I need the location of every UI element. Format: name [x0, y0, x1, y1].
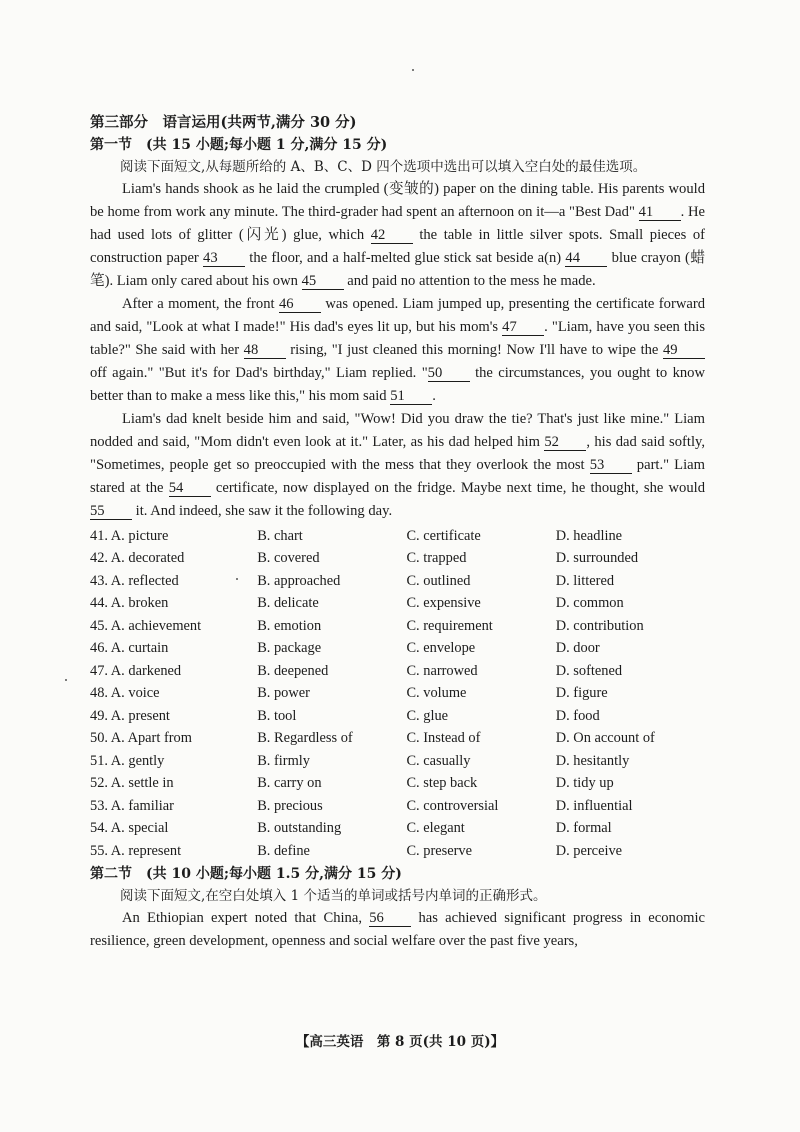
option-row-44 — [90, 593, 705, 616]
option-a: 41. A. picture — [90, 527, 169, 544]
option-a: 48. A. voice — [90, 685, 160, 702]
option-c: C. narrowed — [406, 662, 478, 679]
option-a: 43. A. reflected — [90, 572, 179, 589]
option-b: B. emotion — [257, 617, 322, 634]
option-row-45 — [90, 615, 705, 638]
option-b: B. approached — [257, 572, 341, 589]
speck — [412, 69, 414, 71]
exam-page — [90, 112, 705, 953]
section1-title: 第一节 (共 15 小题;每小题 1 分,满分 15 分) — [90, 137, 388, 153]
option-c: C. step back — [406, 775, 478, 792]
option-a: 52. A. settle in — [90, 775, 174, 792]
option-c: C. Instead of — [406, 730, 481, 747]
option-c: C. trapped — [406, 550, 467, 567]
option-d: D. figure — [555, 685, 608, 702]
option-b: B. deepened — [257, 662, 329, 679]
blank-47: 47 — [502, 319, 544, 336]
passage-paragraph-3: Liam's dad knelt beside him and said, "Wow! Did you draw the tie? That's just like mine." Liam nodded and said, "Mom didn't even look at it." Later, as his dad helped him 52 , his dad said softly, "Sometimes, people get so preoccupied with the mess that they overlook the most 53 part." Liam stared at the 54 certificate, now displayed on the fridge. Maybe next time, he thought, she would 55 it. And indeed, she saw it the following day. — [90, 411, 706, 519]
option-b: B. covered — [257, 550, 320, 567]
section2-paragraph-1: An Ethiopian expert noted that China, 56 has achieved significant progress in economic resilience, green development, openness and social welfare over the past five years, — [90, 909, 706, 949]
section2-title: 第二节 (共 10 小题;每小题 1.5 分,满分 15 分) — [90, 865, 402, 882]
option-b: B. carry on — [257, 775, 322, 792]
option-a: 55. A. represent — [90, 842, 182, 859]
option-d: D. food — [555, 707, 600, 724]
option-c: C. volume — [406, 685, 467, 702]
option-d: D. surrounded — [555, 550, 639, 567]
option-d: D. door — [555, 640, 600, 657]
blank-45: 45 — [302, 273, 344, 290]
blank-49: 49 — [663, 342, 705, 359]
page-footer: 【高三英语 第 8 页(共 10 页)】 — [295, 1034, 505, 1050]
option-row-51 — [90, 750, 705, 773]
option-c: C. casually — [406, 752, 471, 769]
passage-paragraph-1: Liam's hands shook as he laid the crumpled (变皱的) paper on the dining table. His parents would be home from work any minute. The third-grader had spent an afternoon on it—a "Best Dad" 41 . He had used lots of glitter (闪光) glue, which 42 the table in little silver spots. Small pieces of construction paper 43 the floor, and a half-melted glue stick sat beside a(n) 44 blue crayon (蜡笔). Liam only cared about his own 45 and paid no attention to the mess he made. — [90, 181, 706, 289]
blank-42: 42 — [371, 227, 413, 244]
blank-52: 52 — [544, 434, 586, 451]
blank-54: 54 — [169, 480, 211, 497]
option-d: D. headline — [555, 527, 623, 544]
option-row-50 — [90, 728, 705, 751]
option-b: B. delicate — [257, 595, 319, 612]
option-row-53 — [90, 795, 705, 818]
option-a: 50. A. Apart from — [90, 730, 192, 747]
option-row-55 — [90, 840, 705, 863]
option-a: 51. A. gently — [90, 752, 165, 769]
option-d: D. influential — [555, 797, 633, 814]
option-a: 46. A. curtain — [90, 640, 169, 657]
option-a: 47. A. darkened — [90, 662, 182, 679]
blank-55: 55 — [90, 503, 132, 520]
part-title: 第三部分 语言运用(共两节,满分 30 分) — [90, 114, 357, 131]
option-a: 49. A. present — [90, 707, 170, 724]
option-b: B. define — [257, 842, 310, 859]
option-row-54 — [90, 818, 705, 841]
option-c: C. glue — [406, 707, 449, 724]
blank-53: 53 — [590, 457, 632, 474]
option-row-47 — [90, 660, 705, 683]
option-row-52 — [90, 773, 705, 796]
section2-instruction: 阅读下面短文,在空白处填入 1 个适当的单词或括号内单词的正确形式。 — [120, 887, 547, 904]
option-row-46 — [90, 638, 705, 661]
option-b: B. Regardless of — [257, 730, 353, 747]
option-b: B. package — [257, 640, 322, 657]
passage-paragraph-2: After a moment, the front 46 was opened. Liam jumped up, presenting the certificate forward and said, "Look at what I made!" His dad's eyes lit up, but his mom's 47 . "Liam, have you seen this table?" She said with her 48 rising, "I just cleaned this morning! Now I'll have to wipe the 49 off again." "But it's for Dad's birthday," Liam replied. "50 the circumstances, you ought to know better than to make a mess like this," his mom said 51 . — [90, 296, 705, 404]
option-d: D. common — [555, 595, 624, 612]
option-b: B. power — [257, 685, 310, 702]
option-a: 42. A. decorated — [90, 550, 185, 567]
option-c: C. controversial — [406, 797, 499, 814]
option-d: D. On account of — [555, 730, 655, 747]
option-row-42 — [90, 548, 705, 571]
option-a: 53. A. familiar — [90, 797, 174, 814]
blank-44: 44 — [565, 250, 607, 267]
blank-50: 50 — [428, 365, 470, 382]
option-c: C. expensive — [406, 595, 481, 612]
blank-51: 51 — [390, 388, 432, 405]
option-row-43 — [90, 570, 705, 593]
option-c: C. requirement — [406, 617, 493, 634]
option-a: 54. A. special — [90, 820, 169, 837]
option-d: D. tidy up — [555, 775, 614, 792]
blank-56: 56 — [369, 910, 411, 927]
option-b: B. precious — [257, 797, 323, 814]
options-list — [90, 525, 705, 863]
option-d: D. contribution — [555, 617, 644, 634]
blank-48: 48 — [244, 342, 286, 359]
option-a: 45. A. achievement — [90, 617, 202, 634]
section1-instruction: 阅读下面短文,从每题所给的 A、B、C、D 四个选项中选出可以填入空白处的最佳选项。 — [120, 159, 647, 175]
option-c: C. elegant — [406, 820, 465, 837]
option-c: C. preserve — [406, 842, 472, 859]
option-d: D. formal — [555, 820, 612, 837]
speck — [65, 679, 67, 681]
option-c: C. certificate — [406, 527, 481, 544]
option-d: D. softened — [555, 662, 623, 679]
option-row-49 — [90, 705, 705, 728]
option-b: B. tool — [257, 707, 297, 724]
option-b: B. outstanding — [257, 820, 342, 837]
option-b: B. chart — [257, 527, 303, 544]
option-d: D. perceive — [555, 842, 623, 859]
blank-43: 43 — [203, 250, 245, 267]
option-d: D. hesitantly — [555, 752, 630, 769]
option-b: B. firmly — [257, 752, 310, 769]
option-row-41 — [90, 525, 705, 548]
option-c: C. outlined — [406, 572, 471, 589]
option-row-48 — [90, 683, 705, 706]
option-d: D. littered — [555, 572, 615, 589]
blank-41: 41 — [639, 204, 681, 221]
option-a: 44. A. broken — [90, 595, 169, 612]
option-c: C. envelope — [406, 640, 476, 657]
blank-46: 46 — [279, 296, 321, 313]
